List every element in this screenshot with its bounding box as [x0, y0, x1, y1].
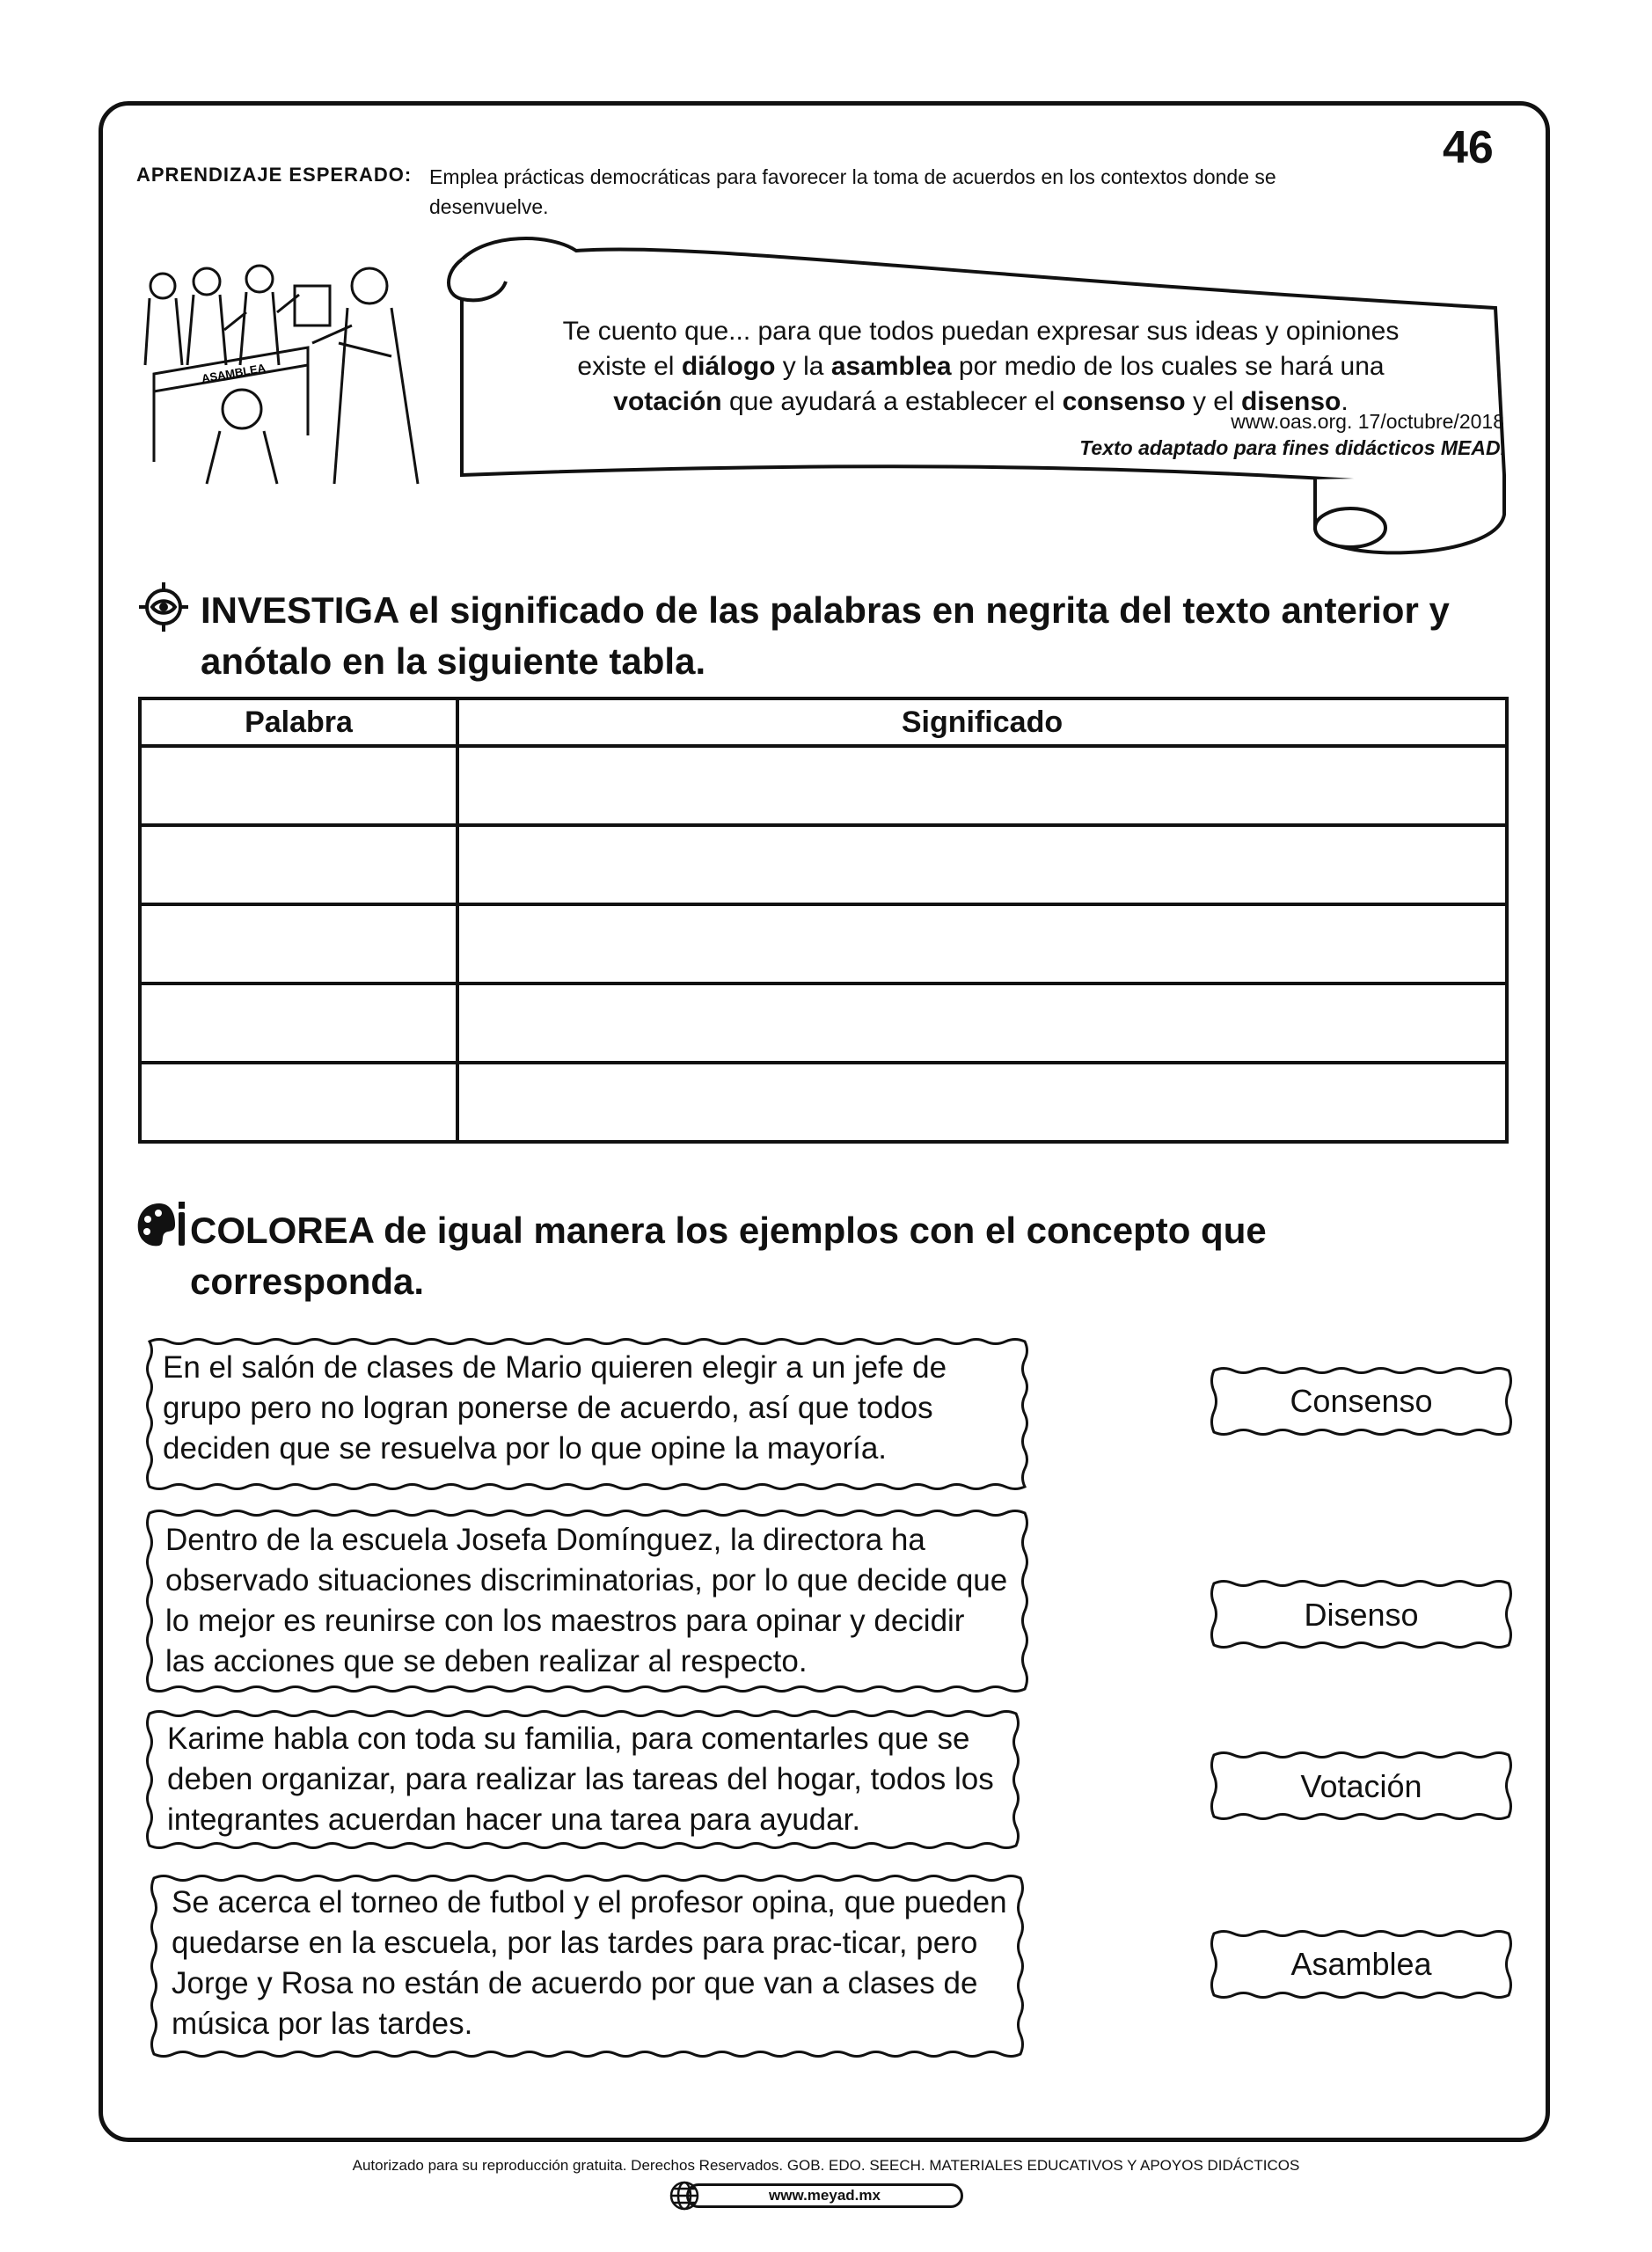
- task-colorea: COLOREA de igual manera los ejemplos con el concepto que corresponda.: [190, 1210, 1267, 1302]
- aprendizaje-label: APRENDIZAJE ESPERADO:: [136, 164, 413, 186]
- example-4: Se acerca el torneo de futbol y el profesor opina, que pueden quedarse en la escuela, por las tardes para prac-ticar, pero Jorge y Rosa no están de acuerdo por que van a clases de música por las tardes.: [172, 1885, 1007, 2041]
- header-significado: Significado: [457, 698, 1507, 746]
- header-palabra: Palabra: [140, 698, 457, 746]
- assembly-sign-text: ASAMBLEA: [200, 361, 267, 385]
- example-2: Dentro de la escuela Josefa Domínguez, la directora ha observado situaciones discriminatorias, por lo que decide que lo mejor es reunirse con los maestros para opinar y decidir las acciones que se deben realizar al respecto.: [165, 1523, 1008, 1678]
- concept-disenso[interactable]: Disenso: [1304, 1597, 1419, 1633]
- task-investiga: INVESTIGA el significado de las palabras en negrita del texto anterior y anótalo en la siguiente tabla.: [201, 589, 1450, 682]
- page-number: 46: [1443, 122, 1494, 173]
- scroll-line-1: Te cuento que... para que todos puedan expresar sus ideas y opiniones: [562, 317, 1400, 346]
- scroll-line-3: votación que ayudará a establecer el consenso y el disenso.: [613, 387, 1349, 416]
- concept-asamblea[interactable]: Asamblea: [1290, 1946, 1432, 1982]
- concept-votacion[interactable]: Votación: [1300, 1768, 1422, 1804]
- aprendizaje-text: Emplea prácticas democráticas para favorecer la toma de acuerdos en los contextos donde se desenvuelve.: [429, 165, 1276, 218]
- scroll-adapted-note: Texto adaptado para fines didácticos MEAD.: [1079, 436, 1506, 459]
- example-1: En el salón de clases de Mario quieren elegir a un jefe de grupo pero no logran ponerse de acuerdo, así que todos deciden que se resuelva por lo que opine la mayoría.: [163, 1350, 947, 1466]
- concept-consenso[interactable]: Consenso: [1290, 1383, 1433, 1419]
- example-3: Karime habla con toda su familia, para comentarles que se deben organizar, para realizar las tareas del hogar, todos los integrantes acuerdan hacer una tarea para ayudar.: [167, 1722, 994, 1837]
- scroll-line-2: existe el diálogo y la asamblea por medio de los cuales se hará una: [577, 352, 1385, 381]
- footer-text: Autorizado para su reproducción gratuita. Derechos Reservados. GOB. EDO. SEECH. MATERIALES EDUCATIVOS Y APOYOS DIDÁCTICOS: [352, 2157, 1300, 2174]
- footer-url-link[interactable]: www.meyad.mx: [686, 2183, 963, 2208]
- scroll-source: www.oas.org. 17/octubre/2018: [1231, 410, 1504, 433]
